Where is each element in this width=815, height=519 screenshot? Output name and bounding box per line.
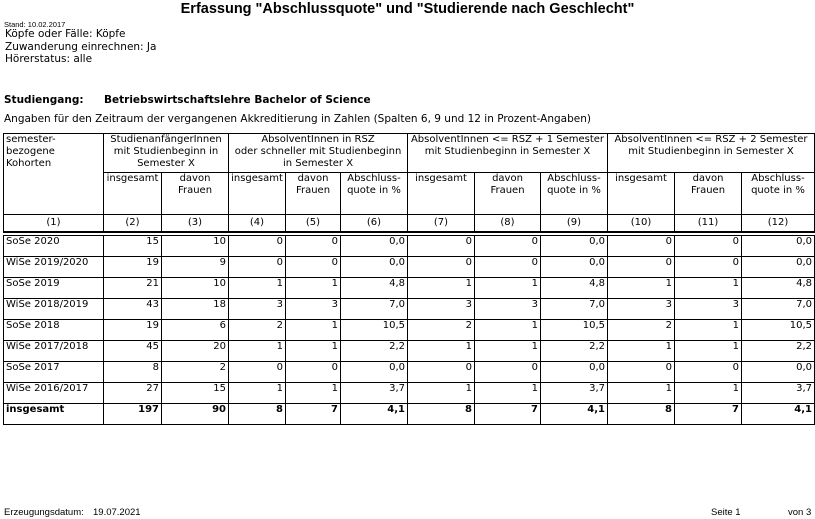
header-kohorten: semester- bezogene Kohorten — [4, 134, 104, 215]
table-cell: 15 — [162, 383, 229, 404]
cohort-label: WiSe 2018/2019 — [4, 299, 104, 320]
table-cell: 4,1 — [742, 404, 815, 425]
column-number: (2) — [104, 215, 162, 233]
table-cell: 1 — [675, 320, 742, 341]
table-cell: 1 — [608, 383, 675, 404]
table-cell: 0 — [608, 257, 675, 278]
column-number: (6) — [341, 215, 408, 233]
header-rsz: AbsolventInnen in RSZ oder schneller mit Studienbeginn in Semester X — [229, 134, 408, 173]
table-cell: 0,0 — [541, 236, 608, 257]
table-cell: 3 — [608, 299, 675, 320]
table-cell: 1 — [286, 383, 341, 404]
table-cell: 9 — [162, 257, 229, 278]
cohort-label: SoSe 2017 — [4, 362, 104, 383]
subheader-cell: davon Frauen — [286, 173, 341, 215]
table-cell: 0,0 — [341, 257, 408, 278]
table-cell: 1 — [608, 341, 675, 362]
table-cell: 0 — [229, 257, 286, 278]
table-cell: 4,8 — [341, 278, 408, 299]
table-cell: 4,1 — [341, 404, 408, 425]
table-cell: 1 — [675, 383, 742, 404]
abschlussquote-table — [3, 133, 815, 425]
table-row — [4, 341, 815, 362]
table-cell: 0,0 — [742, 257, 815, 278]
table-cell: 10 — [162, 278, 229, 299]
cohort-label: WiSe 2016/2017 — [4, 383, 104, 404]
cohort-label: SoSe 2020 — [4, 236, 104, 257]
table-cell: 0 — [286, 236, 341, 257]
table-cell: 7 — [475, 404, 541, 425]
cohort-label: insgesamt — [4, 404, 104, 425]
table-cell: 0 — [286, 257, 341, 278]
table-row — [4, 362, 815, 383]
subheader-cell: davon Frauen — [675, 173, 742, 215]
table-cell: 7 — [286, 404, 341, 425]
table-cell: 0 — [608, 362, 675, 383]
meta-hoererstatus: Hörerstatus: alle — [5, 53, 93, 65]
table-cell: 2 — [408, 320, 475, 341]
table-cell: 1 — [229, 341, 286, 362]
table-cell: 1 — [286, 278, 341, 299]
column-number: (10) — [608, 215, 675, 233]
column-number: (1) — [4, 215, 104, 233]
table-row — [4, 278, 815, 299]
table-row — [4, 383, 815, 404]
table-cell: 0 — [286, 362, 341, 383]
subheader-cell: Abschluss- quote in % — [541, 173, 608, 215]
subheader-cell: insgesamt — [408, 173, 475, 215]
table-cell: 27 — [104, 383, 162, 404]
table-cell: 2,2 — [742, 341, 815, 362]
table-cell: 1 — [286, 341, 341, 362]
erzeugung-date: 19.07.2021 — [93, 507, 141, 518]
table-cell: 1 — [608, 278, 675, 299]
studiengang-value: Betriebswirtschaftslehre Bachelor of Science — [104, 94, 371, 106]
column-number: (7) — [408, 215, 475, 233]
table-cell: 0,0 — [341, 362, 408, 383]
table-cell: 0 — [675, 257, 742, 278]
table-cell: 1 — [229, 383, 286, 404]
table-cell: 1 — [475, 383, 541, 404]
column-number: (3) — [162, 215, 229, 233]
table-row — [4, 320, 815, 341]
table-cell: 7,0 — [341, 299, 408, 320]
column-number: (9) — [541, 215, 608, 233]
table-cell: 1 — [475, 278, 541, 299]
subheader-cell: Abschluss- quote in % — [742, 173, 815, 215]
column-number: (4) — [229, 215, 286, 233]
page-title: Erfassung "Abschlussquote" und "Studierende nach Geschlecht" — [180, 1, 635, 17]
table-cell: 3 — [475, 299, 541, 320]
studiengang-label: Studiengang: — [4, 94, 84, 106]
subheader-cell: insgesamt — [229, 173, 286, 215]
column-number: (11) — [675, 215, 742, 233]
table-cell: 0 — [229, 362, 286, 383]
table-cell: 7 — [675, 404, 742, 425]
stand-date: Stand: 10.02.2017 — [4, 20, 66, 29]
table-cell: 3,7 — [742, 383, 815, 404]
subheader-cell: insgesamt — [608, 173, 675, 215]
table-cell: 2,2 — [341, 341, 408, 362]
table-cell: 1 — [675, 278, 742, 299]
table-cell: 1 — [675, 341, 742, 362]
table-row — [4, 257, 815, 278]
table-cell: 3 — [229, 299, 286, 320]
subheader-cell: davon Frauen — [475, 173, 541, 215]
table-cell: 0 — [675, 236, 742, 257]
table-cell: 7,0 — [742, 299, 815, 320]
column-number: (12) — [742, 215, 815, 233]
table-cell: 1 — [408, 341, 475, 362]
table-cell: 3,7 — [541, 383, 608, 404]
table-row — [4, 236, 815, 257]
table-row — [4, 299, 815, 320]
table-cell: 8 — [408, 404, 475, 425]
column-number: (8) — [475, 215, 541, 233]
table-cell: 4,8 — [541, 278, 608, 299]
table-cell: 8 — [104, 362, 162, 383]
table-cell: 1 — [408, 278, 475, 299]
subheader-cell: davon Frauen — [162, 173, 229, 215]
table-cell: 1 — [408, 383, 475, 404]
subheader-cell: insgesamt — [104, 173, 162, 215]
table-cell: 1 — [229, 278, 286, 299]
erzeugung-label: Erzeugungsdatum: — [4, 507, 84, 518]
page-total: von 3 — [788, 507, 812, 518]
table-cell: 0,0 — [742, 362, 815, 383]
table-cell: 8 — [229, 404, 286, 425]
table-cell: 8 — [608, 404, 675, 425]
table-cell: 10,5 — [742, 320, 815, 341]
cohort-label: WiSe 2017/2018 — [4, 341, 104, 362]
table-cell: 2 — [162, 362, 229, 383]
table-cell: 3 — [675, 299, 742, 320]
table-cell: 20 — [162, 341, 229, 362]
table-cell: 1 — [475, 341, 541, 362]
table-cell: 6 — [162, 320, 229, 341]
table-cell: 19 — [104, 257, 162, 278]
table-cell: 45 — [104, 341, 162, 362]
table-cell: 0 — [608, 236, 675, 257]
angaben-text: Angaben für den Zeitraum der vergangenen Akkreditierung in Zahlen (Spalten 6, 9 und 12 in Prozent-Angaben) — [4, 113, 591, 125]
table-cell: 3,7 — [341, 383, 408, 404]
table-cell: 19 — [104, 320, 162, 341]
table-cell: 21 — [104, 278, 162, 299]
total-row — [4, 404, 815, 425]
table-cell: 0 — [475, 236, 541, 257]
subheader-cell: Abschluss- quote in % — [341, 173, 408, 215]
table-cell: 2,2 — [541, 341, 608, 362]
table-cell: 10,5 — [341, 320, 408, 341]
table-cell: 0 — [408, 362, 475, 383]
table-cell: 197 — [104, 404, 162, 425]
table-cell: 0,0 — [541, 362, 608, 383]
table-cell: 0 — [408, 236, 475, 257]
table-cell: 0,0 — [341, 236, 408, 257]
meta-zuwanderung: Zuwanderung einrechnen: Ja — [5, 41, 157, 53]
table-cell: 0 — [408, 257, 475, 278]
table-cell: 1 — [475, 320, 541, 341]
header-rsz-plus-1: AbsolventInnen <= RSZ + 1 Semester mit Studienbeginn in Semester X — [408, 134, 608, 173]
table-cell: 18 — [162, 299, 229, 320]
table-cell: 1 — [286, 320, 341, 341]
column-number: (5) — [286, 215, 341, 233]
table-cell: 2 — [608, 320, 675, 341]
table-cell: 7,0 — [541, 299, 608, 320]
table-cell: 0 — [675, 362, 742, 383]
table-cell: 3 — [286, 299, 341, 320]
cohort-label: SoSe 2019 — [4, 278, 104, 299]
table-cell: 4,1 — [541, 404, 608, 425]
table-cell: 10,5 — [541, 320, 608, 341]
table-cell: 4,8 — [742, 278, 815, 299]
meta-koepfe: Köpfe oder Fälle: Köpfe — [5, 28, 126, 40]
page-number: Seite 1 — [711, 507, 741, 518]
table-cell: 43 — [104, 299, 162, 320]
header-rsz-plus-2: AbsolventInnen <= RSZ + 2 Semester mit Studienbeginn in Semester X — [608, 134, 815, 173]
table-cell: 90 — [162, 404, 229, 425]
cohort-label: SoSe 2018 — [4, 320, 104, 341]
table-cell: 3 — [408, 299, 475, 320]
cohort-label: WiSe 2019/2020 — [4, 257, 104, 278]
table-cell: 0 — [475, 257, 541, 278]
table-cell: 15 — [104, 236, 162, 257]
table-cell: 0 — [475, 362, 541, 383]
table-cell: 2 — [229, 320, 286, 341]
table-cell: 10 — [162, 236, 229, 257]
header-anfaenger: StudienanfängerInnen mit Studienbeginn in Semester X — [104, 134, 229, 173]
table-cell: 0,0 — [742, 236, 815, 257]
table-cell: 0,0 — [541, 257, 608, 278]
table-cell: 0 — [229, 236, 286, 257]
